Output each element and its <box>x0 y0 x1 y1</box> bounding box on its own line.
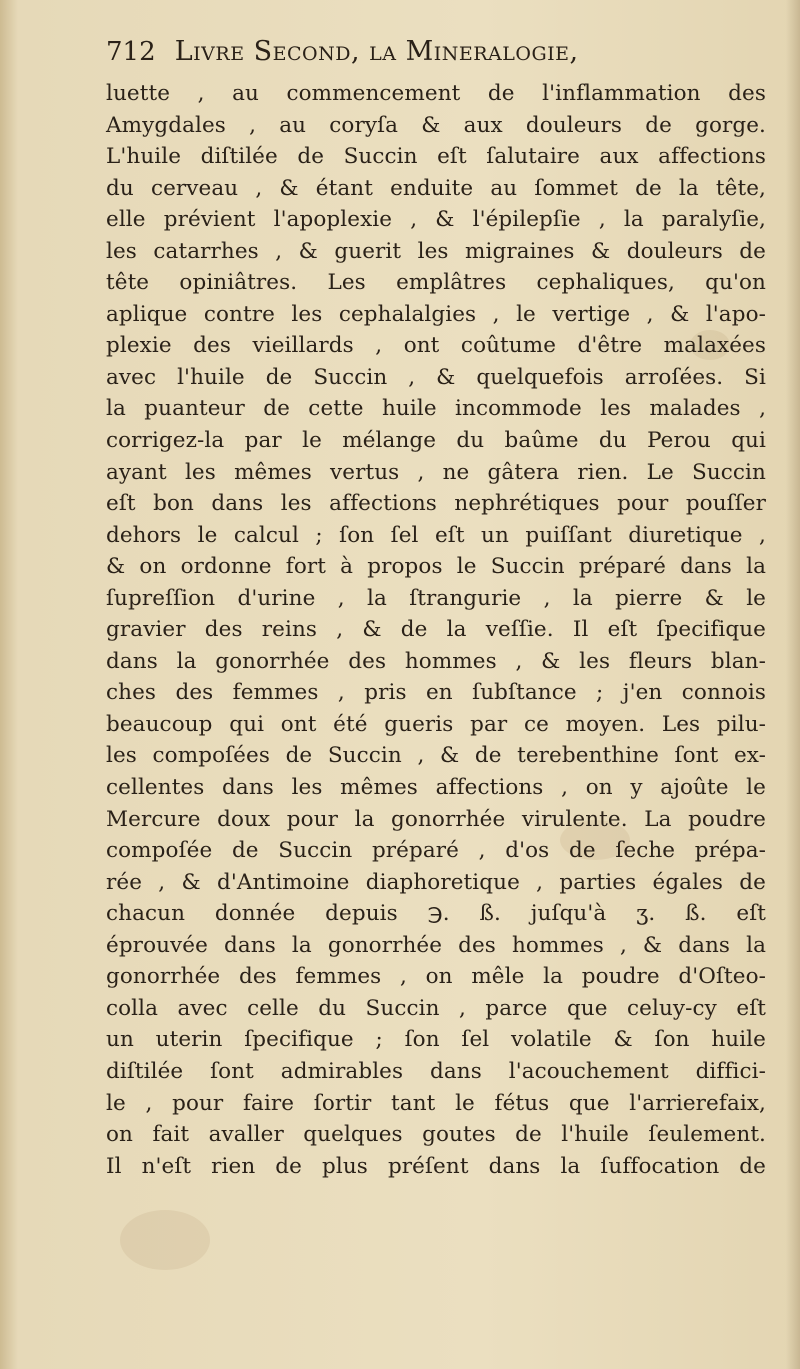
text-line: ayant les mêmes vertus , ne gâtera rien. Le Succin <box>106 459 766 485</box>
text-line: aplique contre les cephalalgies , le vertige , & l'apo- <box>106 301 766 327</box>
text-line: Il n'eſt rien de plus préſent dans la ſuffocation de <box>106 1153 766 1179</box>
text-line: dans la gonorrhée des hommes , & les fleurs blan- <box>106 648 766 674</box>
text-line: gravier des reins , & de la veſſie. Il eſt ſpecifique <box>106 617 766 643</box>
text-line: diſtilée ſont admirables dans l'acouchement diffici- <box>106 1058 766 1084</box>
page-header <box>106 36 766 84</box>
paper-stain <box>120 1210 210 1270</box>
text-line: les catarrhes , & guerit les migraines & douleurs de <box>106 238 766 264</box>
text-line: rée , & d'Antimoine diaphoretique , parties égales de <box>106 869 766 895</box>
page-number: 712 <box>106 37 156 67</box>
text-line: les compoſées de Succin , & de terebenthine ſont ex- <box>106 743 766 769</box>
text-line: chacun donnée depuis ℈. ß. juſqu'à ʒ. ß. eſt <box>106 901 766 927</box>
running-head: Livre Second, la Mineralogie, <box>174 36 579 67</box>
text-line: ches des femmes , pris en ſubſtance ; j'en connois <box>106 680 766 706</box>
text-line: on fait avaller quelques goutes de l'huile ſeulement. <box>106 1122 766 1148</box>
text-line: eſt bon dans les affections nephrétiques pour pouſſer <box>106 491 766 517</box>
text-line: Mercure doux pour la gonorrhée virulente. La poudre <box>106 806 766 832</box>
text-line: dehors le calcul ; ſon ſel eſt un puiſſant diuretique , <box>106 522 766 548</box>
text-line: & on ordonne fort à propos le Succin préparé dans la <box>106 554 766 580</box>
text-line: gonorrhée des femmes , on mêle la poudre d'Oſteo- <box>106 964 766 990</box>
body-text <box>106 78 766 1182</box>
text-line: tête opiniâtres. Les emplâtres cephaliques, qu'on <box>106 270 766 296</box>
text-line: du cerveau , & étant enduite au ſommet de la tête, <box>106 175 766 201</box>
text-line: ſupreſſion d'urine , la ſtrangurie , la pierre & le <box>106 585 766 611</box>
text-line: Amygdales , au coryſa & aux douleurs de gorge. <box>106 112 766 138</box>
text-line: corrigez-la par le mélange du baûme du Perou qui <box>106 428 766 454</box>
text-line: le , pour faire ſortir tant le fétus que l'arrierefaix, <box>106 1090 766 1116</box>
text-line: luette , au commencement de l'inflammation des <box>106 81 766 106</box>
text-line: L'huile diſtilée de Succin eſt ſalutaire aux affections <box>106 144 766 170</box>
text-line: elle prévient l'apoplexie , & l'épilepſie , la paralyſie, <box>106 207 766 233</box>
page-edge-shadow <box>786 0 800 1369</box>
text-line: plexie des vieillards , ont coûtume d'être malaxées <box>106 333 766 359</box>
text-line: beaucoup qui ont été gueris par ce moyen. Les pilu- <box>106 711 766 737</box>
text-line: éprouvée dans la gonorrhée des hommes , & dans la <box>106 932 766 958</box>
text-line: avec l'huile de Succin , & quelquefois arroſées. Si <box>106 364 766 390</box>
text-line: colla avec celle du Succin , parce que celuy-cy eſt <box>106 995 766 1021</box>
text-line: cellentes dans les mêmes affections , on y ajoûte le <box>106 775 766 801</box>
text-line: la puanteur de cette huile incommode les malades , <box>106 396 766 422</box>
text-line: un uterin ſpecifique ; ſon ſel volatile & ſon huile <box>106 1027 766 1053</box>
text-line: compoſée de Succin préparé , d'os de ſeche prépa- <box>106 838 766 864</box>
